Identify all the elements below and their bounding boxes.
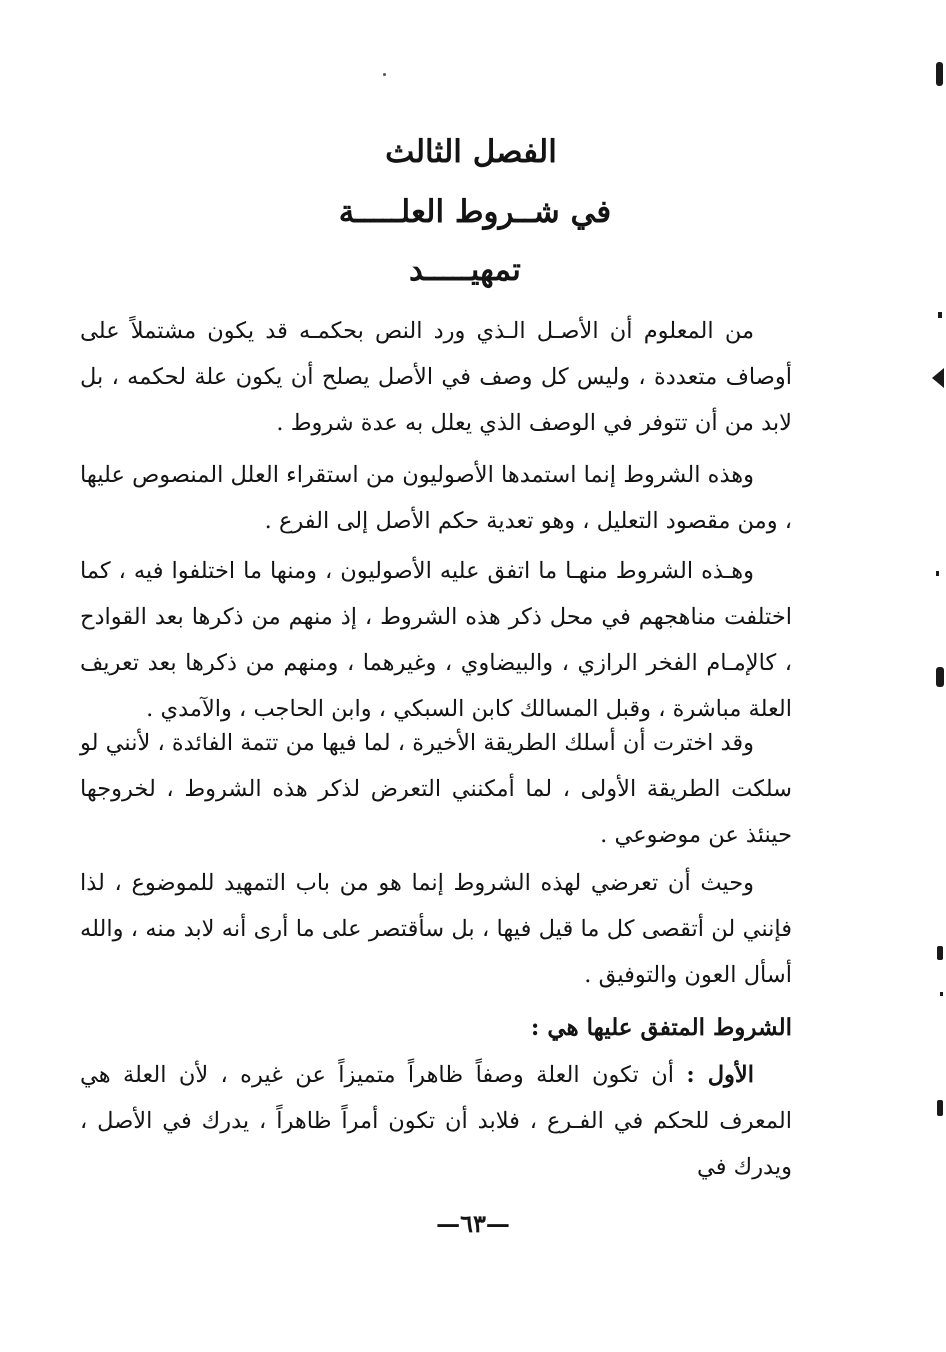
section-heading: تمهيـــــد: [409, 252, 521, 288]
binding-mark: [936, 667, 944, 687]
paragraph-intro: [80, 308, 792, 446]
paragraph-text: وهـذه الشروط منهـا ما اتفق عليه الأصوليون ، ومنها ما اختلفوا فيه ، كما اختلفت مناهجهم في محل ذكر هذه الشروط ، إذ منهم من ذكرها بعد القوادح ، كالإمـام الفخر الرازي ، والبيضاوي ، وغيرهما ، ومنهم من ذكرها بعد تعريف العلة مباشرة ، وقبل المسالك كابن السبكي ، وابن الحاجب ، والآمدي .: [80, 558, 792, 722]
paragraph-text: وحيث أن تعرضي لهذه الشروط إنما هو من باب التمهيد للموضوع ، لذا فإنني لن أتقصى كل ما قيل فيها ، بل سأقتصر على ما أرى أنه لابد منه ، والله أسأل العون والتوفيق .: [80, 870, 792, 988]
paragraph-disagreement: [80, 548, 792, 732]
binding-mark: [937, 946, 943, 960]
first-condition: [80, 1052, 792, 1190]
paragraph-text: من المعلوم أن الأصـل الـذي ورد النص بحكمـه قد يكون مشتملاً على أوصاف متعددة ، وليس كل وصف في الأصل يصلح أن يكون علة لحكمه ، بل لابد من أن تتوفر في الوصف الذي يعلل به عدة شروط .: [80, 318, 792, 436]
first-condition-label: الأول :: [686, 1062, 754, 1088]
first-condition-paragraph: [80, 1052, 792, 1190]
binding-mark: [932, 368, 944, 388]
binding-mark: [937, 1100, 943, 1116]
paragraph-method: [80, 720, 792, 858]
paragraph-text: وقد اخترت أن أسلك الطريقة الأخيرة ، لما فيها من تتمة الفائدة ، لأنني لو سلكت الطريقة الأولى ، لما أمكنني التعرض لذكر هذه الشروط ، لخروجها حينئذ عن موضوعي .: [80, 730, 792, 848]
paragraph-text: وهذه الشروط إنما استمدها الأصوليون من استقراء العلل المنصوص عليها ، ومن مقصود التعليل ، وهو تعدية حكم الأصل إلى الفرع .: [80, 462, 792, 534]
binding-mark: [936, 571, 939, 576]
scan-speck: [383, 73, 386, 76]
binding-mark: [936, 62, 943, 86]
agreed-conditions-heading: الشروط المتفق عليها هي :: [530, 1014, 792, 1041]
binding-mark: [940, 992, 943, 996]
page-number: —٦٣—: [436, 1209, 510, 1238]
binding-mark: [938, 312, 942, 318]
paragraph-source: [80, 452, 792, 544]
chapter-title: الفصل الثالث: [385, 134, 557, 170]
chapter-subtitle: في شــروط العلـــــة: [338, 194, 612, 230]
paragraph-scope: [80, 860, 792, 998]
first-condition-text: أن تكون العلة وصفاً ظاهراً متميزاً عن غيره ، لأن العلة هي المعرف للحكم في الفـرع ، فلابد أن تكون أمراً ظاهراً ، يدرك في الأصل ، ويدرك في: [80, 1062, 792, 1180]
